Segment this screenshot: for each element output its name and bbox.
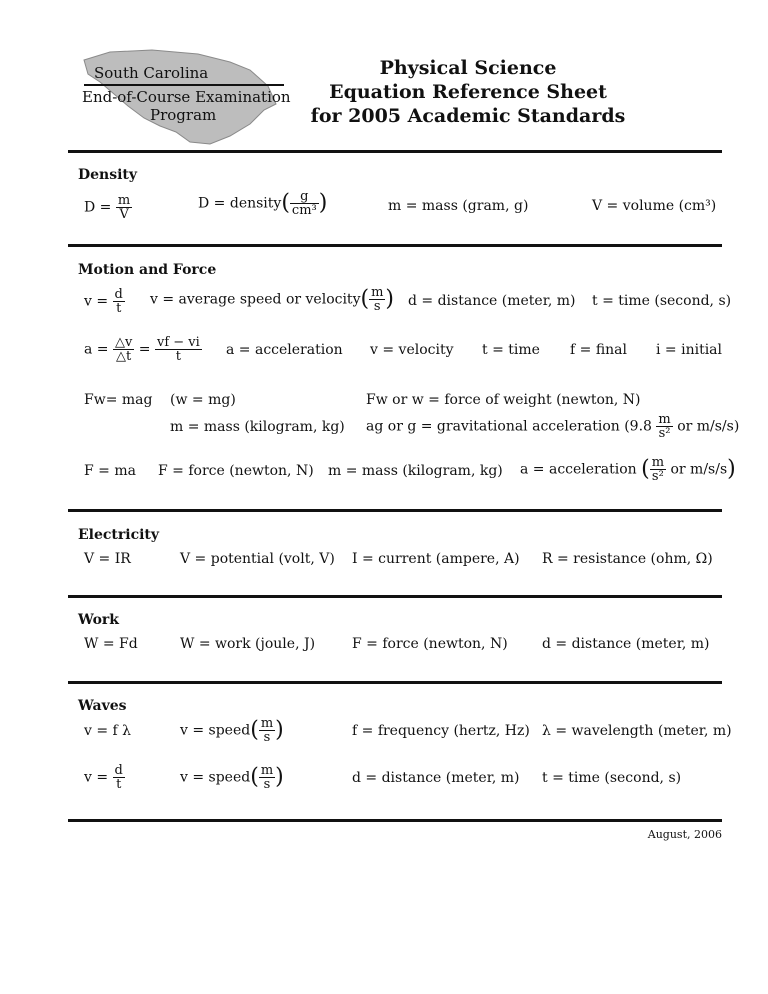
frequency-definition: f = frequency (hertz, Hz)	[352, 723, 530, 739]
section-divider	[68, 681, 722, 684]
work-distance-definition: d = distance (meter, m)	[542, 636, 710, 652]
weight-alt-formula: (w = mg)	[170, 392, 236, 408]
mass-definition: m = mass (gram, g)	[388, 198, 529, 214]
wave-speed-definition: v = speed( $\frac{m}{s}$ )	[180, 716, 284, 745]
time-definition: t = time (second, s)	[592, 293, 732, 309]
mass-kg-definition-2: m = mass (kilogram, kg)	[328, 463, 503, 479]
density-formula: D = $\frac{m}{V}$	[84, 193, 131, 222]
acceleration-unit-definition: a = acceleration ( $\frac{m}{\text{s²}}$ or m/s/s)	[520, 455, 736, 484]
page-title-line-1: Physical Science	[379, 57, 557, 79]
resistance-definition: R = resistance (ohm, Ω)	[542, 551, 713, 567]
section-divider	[68, 150, 722, 153]
distance-definition: d = distance (meter, m)	[408, 293, 576, 309]
time-short-definition: t = time	[482, 342, 540, 358]
density-fraction: $\frac{m}{V}$	[117, 193, 131, 222]
section-divider	[68, 244, 722, 247]
page-title-line-3: for 2005 Academic Standards	[310, 105, 626, 127]
initial-definition: i = initial	[656, 342, 723, 358]
logo-line-1: South Carolina	[94, 64, 209, 82]
wavelength-definition: λ = wavelength (meter, m)	[542, 723, 732, 739]
work-force-definition: F = force (newton, N)	[352, 636, 508, 652]
gravity-definition: ag or g = gravitational acceleration (9.8 $\frac{m}{\text{s²}}$ or m/s/s)	[366, 412, 740, 441]
volume-definition: V = volume (cm³)	[592, 198, 717, 214]
velocity-definition: v = average speed or velocity( $\frac{m}{s}$ )	[150, 285, 394, 314]
density-definition: D = density( $\frac{g}{\text{cm³}}$ )	[198, 189, 328, 218]
weight-definition: Fw or w = force of weight (newton, N)	[366, 392, 641, 408]
logo-line-3: Program	[150, 106, 217, 124]
ohms-law-formula: V = IR	[84, 551, 131, 567]
wave-speed-definition-2: v = speed( $\frac{m}{s}$ )	[180, 763, 284, 792]
wave-distance-definition: d = distance (meter, m)	[352, 770, 520, 786]
weight-formula: Fw= mag	[84, 392, 153, 408]
work-formula: W = Fd	[84, 636, 138, 652]
section-heading-density: Density	[78, 167, 138, 183]
work-definition: W = work (joule, J)	[180, 636, 316, 652]
section-divider	[68, 509, 722, 512]
current-definition: I = current (ampere, A)	[352, 551, 520, 567]
section-divider	[68, 595, 722, 598]
section-heading-electricity: Electricity	[78, 527, 160, 543]
acceleration-formula: a = $\frac{\triangle v}{\triangle t}$ = $\frac{vf - vi}{t}$	[84, 335, 200, 364]
force-formula: F = ma	[84, 463, 136, 479]
wave-velocity-formula: v = $\frac{d}{t}$	[84, 763, 123, 792]
velocity-short-definition: v = velocity	[370, 342, 454, 358]
logo-divider	[84, 84, 284, 86]
final-definition: f = final	[570, 342, 627, 358]
wave-time-definition: t = time (second, s)	[542, 770, 682, 786]
section-heading-work: Work	[78, 612, 119, 628]
footer-date: August, 2006	[647, 828, 722, 841]
section-heading-motion: Motion and Force	[78, 262, 217, 278]
potential-definition: V = potential (volt, V)	[180, 551, 335, 567]
section-divider	[68, 819, 722, 822]
sc-logo	[80, 48, 291, 146]
wave-speed-formula: v = f λ	[84, 723, 132, 739]
logo-line-2: End-of-Course Examination	[82, 88, 291, 106]
force-definition: F = force (newton, N)	[158, 463, 314, 479]
page-title-line-2: Equation Reference Sheet	[329, 81, 607, 103]
velocity-formula: v = $\frac{d}{t}$	[84, 287, 123, 316]
mass-kg-definition: m = mass (kilogram, kg)	[170, 419, 345, 435]
section-heading-waves: Waves	[78, 698, 127, 714]
acceleration-definition: a = acceleration	[226, 342, 343, 358]
